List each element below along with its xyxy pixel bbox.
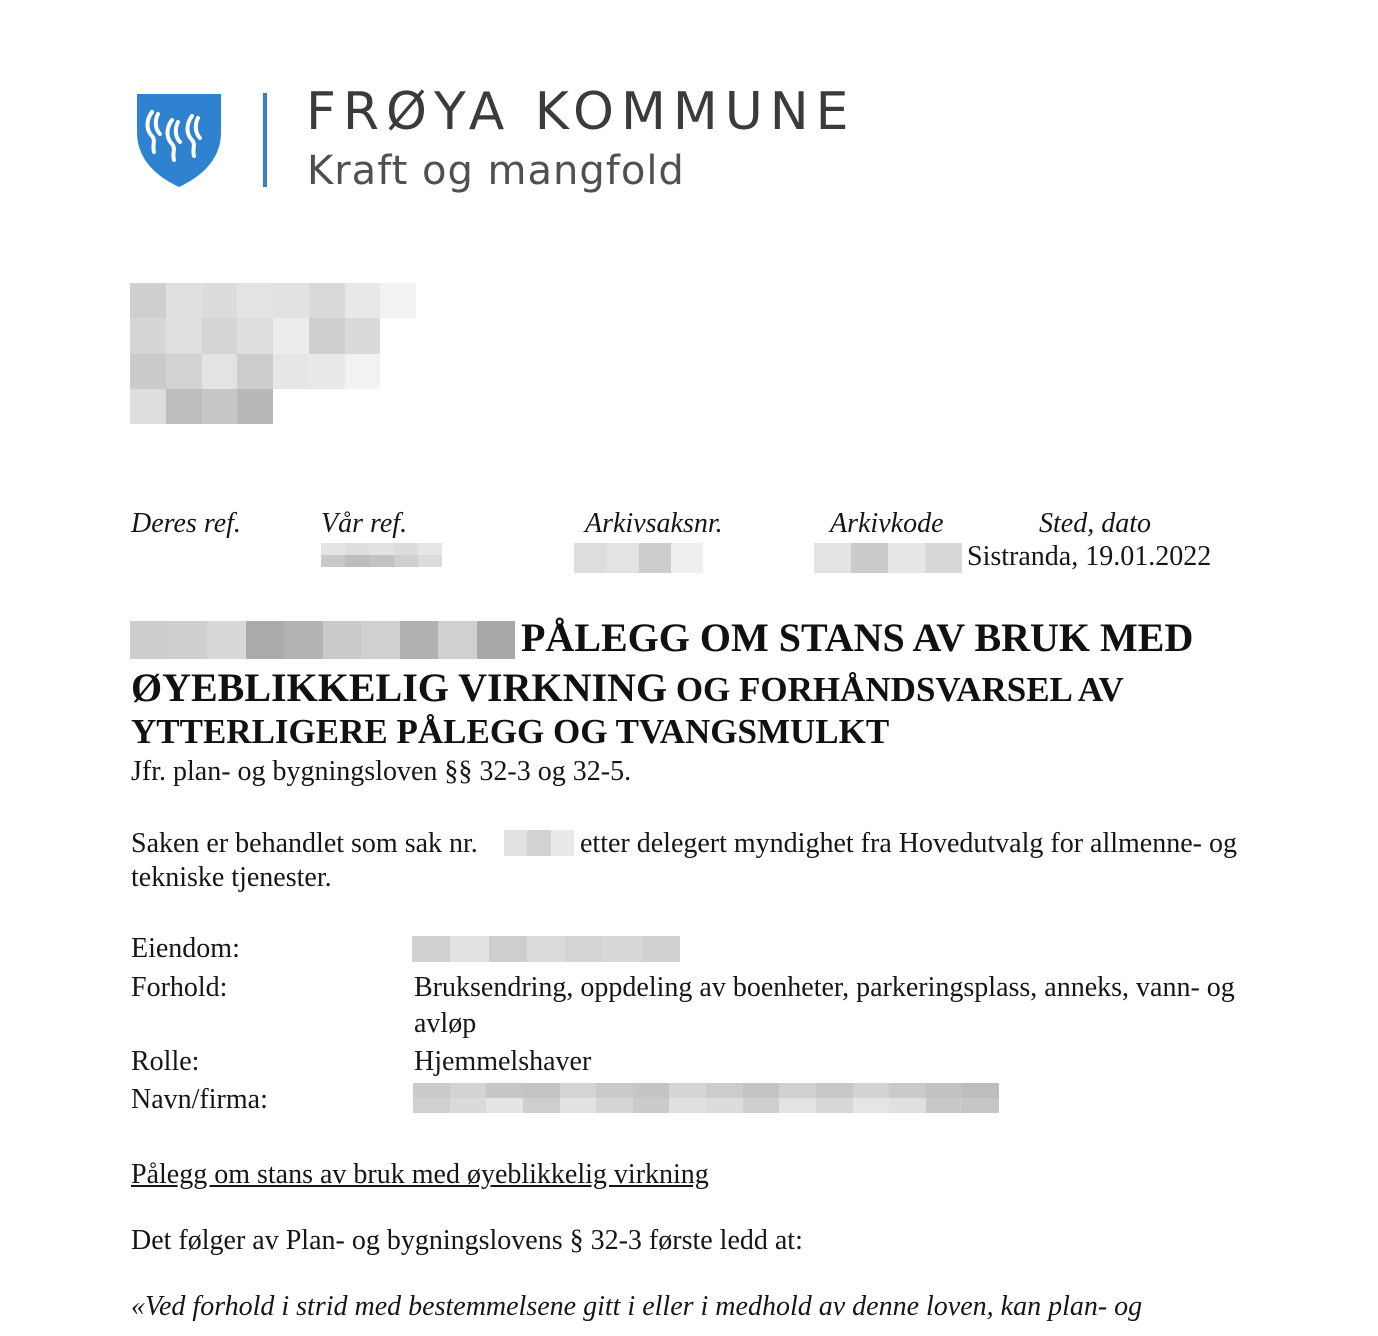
redacted-arkivsaksnr [574, 543, 703, 573]
organization-name: FRØYA KOMMUNE [306, 82, 856, 142]
redacted-var-ref [321, 543, 442, 567]
place-and-date: Sistranda, 19.01.2022 [967, 541, 1212, 572]
redacted-navn-firma-value [413, 1083, 999, 1113]
municipal-coat-of-arms-icon [136, 92, 222, 188]
sted-dato-label: Sted, dato [1039, 508, 1151, 539]
case-paragraph-part-3: tekniske tjenester. [131, 862, 332, 893]
law-quote: «Ved forhold i strid med bestemmelsene gitt i eller i medhold av denne loven, kan plan- og [131, 1291, 1143, 1322]
deres-ref-label: Deres ref. [131, 508, 241, 539]
redacted-arkivkode [814, 543, 962, 573]
var-ref-label: Vår ref. [321, 508, 408, 539]
rolle-label: Rolle: [131, 1046, 200, 1077]
forhold-label: Forhold: [131, 972, 228, 1003]
section-heading: Pålegg om stans av bruk med øyeblikkelig virkning [131, 1159, 709, 1190]
letter-title-line-3: YTTERLIGERE PÅLEGG OG TVANGSMULKT [131, 712, 890, 751]
rolle-value: Hjemmelshaver [414, 1046, 592, 1077]
letter-title-line-2 [131, 664, 1124, 711]
forhold-value-line-1: Bruksendring, oppdeling av boenheter, parkeringsplass, anneks, vann- og [414, 972, 1235, 1003]
navn-firma-label: Navn/firma: [131, 1084, 268, 1115]
forhold-value-line-2: avløp [414, 1008, 477, 1039]
letter-title-line-2-large: ØYEBLIKKELIG VIRKNING [131, 665, 668, 710]
law-reference: Jfr. plan- og bygningsloven §§ 32-3 og 32-5. [131, 756, 632, 787]
law-intro-paragraph: Det følger av Plan- og bygningslovens § 32-3 første ledd at: [131, 1225, 803, 1256]
letter-title-line-1: PÅLEGG OM STANS AV BRUK MED [521, 615, 1194, 660]
redacted-eiendom-value [412, 936, 680, 962]
redacted-recipient-address [130, 283, 416, 424]
redacted-case-number [504, 830, 574, 856]
arkivsaksnr-label: Arkivsaksnr. [585, 508, 723, 539]
case-paragraph-part-1: Saken er behandlet som sak nr. [131, 828, 478, 859]
eiendom-label: Eiendom: [131, 933, 240, 964]
organization-tagline: Kraft og mangfold [307, 148, 685, 194]
logo-divider [263, 93, 267, 187]
case-paragraph-part-2: etter delegert myndighet fra Hovedutvalg for allmenne- og [580, 828, 1237, 859]
arkivkode-label: Arkivkode [830, 508, 944, 539]
letter-title-line-2-small: OG FORHÅNDSVARSEL AV [667, 670, 1124, 709]
redacted-property-id [130, 621, 515, 659]
